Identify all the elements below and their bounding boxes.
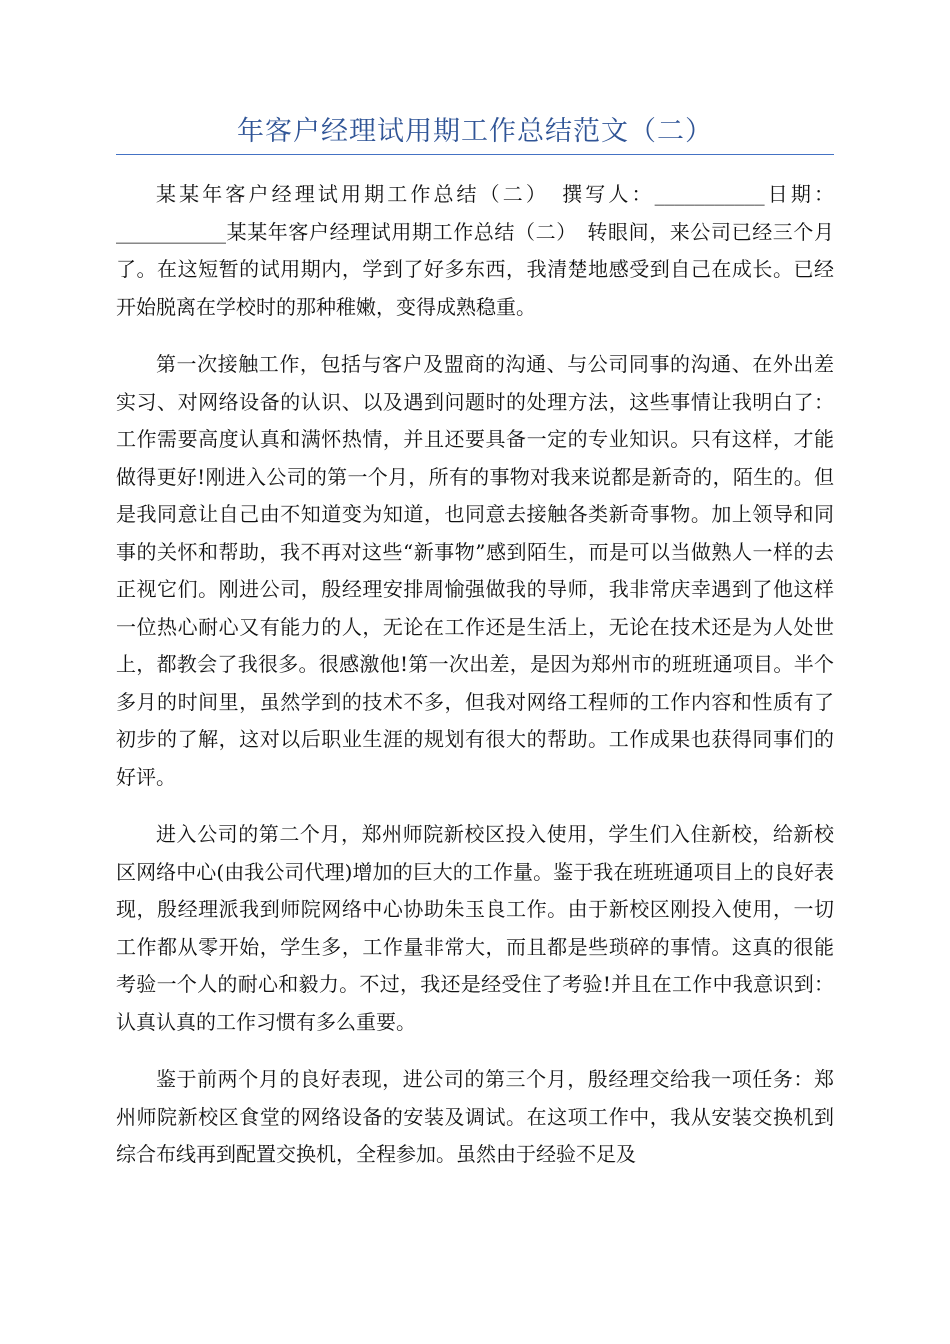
paragraph-third-month: 鉴于前两个月的良好表现，进公司的第三个月，殷经理交给我一项任务：郑州师院新校区食堂的网络设备的安装及调试。在这项工作中，我从安装交换机到综合布线再到配置交换机，全程参加。虽然由于经验不足及 [116,1067,834,1166]
paragraph-second-month: 进入公司的第二个月，郑州师院新校区投入使用，学生们入住新校，给新校区网络中心(由我公司代理)增加的巨大的工作量。鉴于我在班班通项目上的良好表现，殷经理派我到师院网络中心协助朱玉良工作。由于新校区刚投入使用，一切工作都从零开始，学生多，工作量非常大，而且都是些琐碎的事情。这真的很能考验一个人的耐心和毅力。不过，我还是经受住了考验!并且在工作中我意识到：认真认真的工作习惯有多么重要。 [116,822,834,1034]
paragraph-intro: 某某年客户经理试用期工作总结（二） 撰写人：___________日期：___________某某年客户经理试用期工作总结（二） 转眼间，来公司已经三个月了。在这短暂的试用期内，学到了好多东西，我清楚地感受到自己在成长。已经开始脱离在学校时的那种稚嫩，变得成熟稳重。 [116,182,834,319]
title-underline [116,154,834,155]
document-body [116,176,834,1194]
document-title: 年客户经理试用期工作总结范文（二） [237,116,713,147]
paragraph-first-month: 第一次接触工作，包括与客户及盟商的沟通、与公司同事的沟通、在外出差实习、对网络设备的认识、以及遇到问题时的处理方法，这些事情让我明白了：工作需要高度认真和满怀热情，并且还要具备一定的专业知识。只有这样，才能做得更好!刚进入公司的第一个月，所有的事物对我来说都是新奇的，陌生的。但是我同意让自己由不知道变为知道，也同意去接触各类新奇事物。加上领导和同事的关怀和帮助，我不再对这些“新事物”感到陌生，而是可以当做熟人一样的去正视它们。刚进公司，殷经理安排周愉强做我的导师，我非常庆幸遇到了他这样一位热心耐心又有能力的人，无论在工作还是生活上，无论在技术还是为人处世上，都教会了我很多。很感激他!第一次出差，是因为郑州市的班班通项目。半个多月的时间里，虽然学到的技术不多，但我对网络工程师的工作内容和性质有了初步的了解，这对以后职业生涯的规划有很大的帮助。工作成果也获得同事们的好评。 [116,352,834,789]
